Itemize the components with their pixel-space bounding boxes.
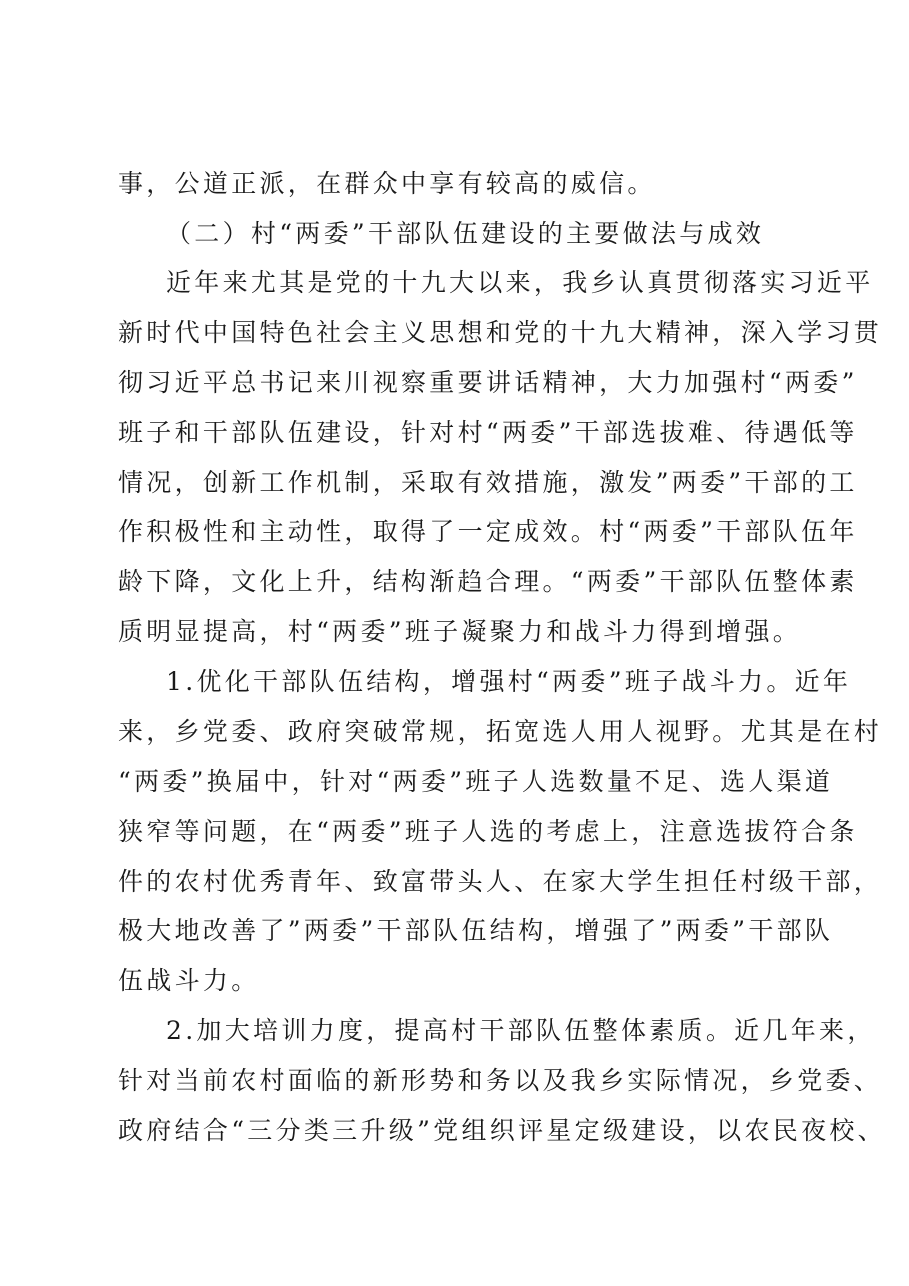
paragraph-line: 1.优化干部队伍结构，增强村“两委”班子战斗力。近年 (166, 667, 852, 696)
paragraph-line: 针对当前农村面临的新形势和务以及我乡实际情况，乡党委、 (118, 1066, 883, 1095)
paragraph-line: 作积极性和主动性，取得了一定成效。村“两委”干部队伍年 (118, 517, 858, 546)
paragraph-line: 彻习近平总书记来川视察重要讲话精神，大力加强村“两委” (118, 368, 858, 397)
paragraph-line: 2.加大培训力度，提高村干部队伍整体素质。近几年来， (166, 1016, 876, 1045)
paragraph-line: 极大地改善了”两委”干部队伍结构，增强了”两委”干部队 (118, 916, 834, 945)
paragraph-line: 班子和干部队伍建设，针对村“两委”干部选拔难、待遇低等 (118, 418, 858, 447)
paragraph-line: 伍战斗力。 (118, 966, 260, 995)
paragraph-line: 龄下降，文化上升，结构渐趋合理。“两委”干部队伍整体素 (118, 567, 858, 596)
paragraph-line: 情况，创新工作机制，采取有效措施，激发”两委”干部的工 (118, 468, 858, 497)
paragraph-line: 质明显提高，村“两委”班子凝聚力和战斗力得到增强。 (118, 617, 802, 646)
paragraph-line: “两委”换届中，针对“两委”班子人选数量不足、选人渠道 (118, 767, 834, 796)
paragraph-line: 狭窄等问题，在“两委”班子人选的考虑上，注意选拔符合条 (118, 817, 858, 846)
section-heading: （二）村“两委”干部队伍建设的主要做法与成效 (166, 219, 765, 248)
paragraph-line: 事，公道正派，在群众中享有较高的威信。 (118, 169, 656, 198)
paragraph-line: 件的农村优秀青年、致富带头人、在家大学生担任村级干部， (118, 867, 883, 896)
paragraph-line: 政府结合“三分类三升级”党组织评星定级建设，以农民夜校、 (118, 1116, 886, 1145)
paragraph-line: 新时代中国特色社会主义思想和党的十九大精神，深入学习贯 (118, 318, 883, 347)
paragraph-line: 来，乡党委、政府突破常规，拓宽选人用人视野。尤其是在村 (118, 717, 883, 746)
paragraph-line: 近年来尤其是党的十九大以来，我乡认真贯彻落实习近平 (166, 268, 874, 297)
